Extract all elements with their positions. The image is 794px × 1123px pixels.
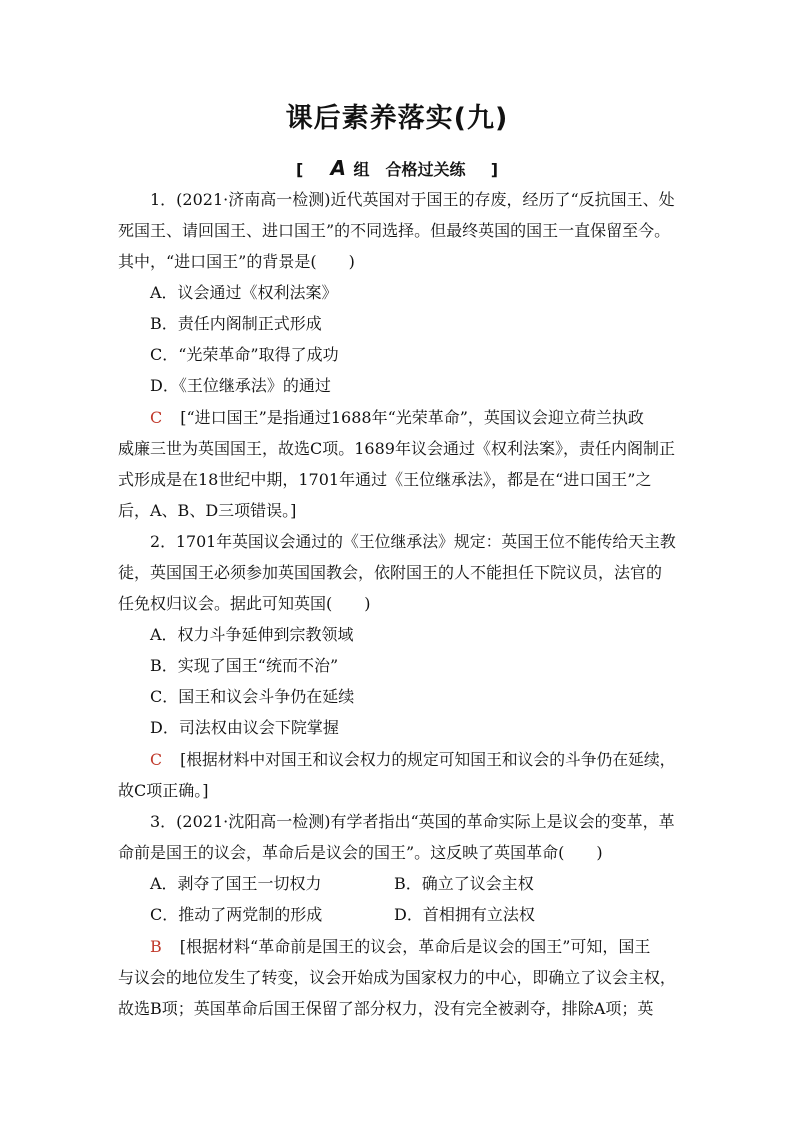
q3-stem-line: 3．(2021·沈阳高一检测)有学者指出“英国的革命实际上是议会的变革，革 — [150, 812, 675, 831]
q2-option-a: A．权力斗争延伸到宗教领域 — [150, 625, 354, 644]
q1-stem-line: 其中，“进口国王”的背景是( ) — [118, 252, 355, 271]
q3-stem-line: 命前是国王的议会，革命后是议会的国王”。这反映了英国革命( ) — [118, 843, 603, 862]
q1-analysis-text: [“进口国王”是指通过1688年“光荣革命”，英国议会迎立荷兰执政 — [180, 408, 644, 427]
q1-analysis-line: 威廉三世为英国国王，故选C项。1689年议会通过《权利法案》，责任内阁制正 — [118, 439, 675, 458]
q2-option-d: D．司法权由议会下院掌握 — [150, 718, 339, 737]
q3-option-a: A．剥夺了国王一切权力 — [150, 874, 322, 893]
q3-analysis-line — [150, 937, 650, 957]
q3-option-d: D．首相拥有立法权 — [394, 905, 535, 924]
q1-option-a: A．议会通过《权利法案》 — [150, 283, 338, 302]
q3-answer: B — [150, 937, 162, 956]
page-title: 课后素养落实(九) — [285, 103, 509, 134]
q1-answer: C — [150, 408, 163, 427]
q3-option-b: B．确立了议会主权 — [394, 874, 534, 893]
q1-analysis-line: 式形成是在18世纪中期，1701年通过《王位继承法》，都是在“进口国王”之 — [118, 470, 652, 489]
q2-analysis-line — [150, 750, 675, 770]
q1-option-d: D．《王位继承法》的通过 — [150, 376, 331, 395]
q2-option-b: B．实现了国王“统而不治” — [150, 656, 339, 675]
q3-analysis-line: 与议会的地位发生了转变，议会开始成为国家权力的中心，即确立了议会主权， — [118, 968, 676, 987]
q3-analysis-line: 故选B项；英国革命后国王保留了部分权力，没有完全被剥夺，排除A项；英 — [118, 999, 654, 1018]
q2-option-c: C．国王和议会斗争仍在延续 — [150, 687, 355, 706]
q2-stem-line: 徒，英国国王必须参加英国国教会，依附国王的人不能担任下院议员，法官的 — [118, 563, 663, 582]
q1-stem-line: 死国王、请回国王、进口国王”的不同选择。但最终英国的国王一直保留至今。 — [118, 221, 671, 240]
group-header — [0, 156, 794, 180]
q1-option-c: C．“光荣革命”取得了成功 — [150, 345, 339, 364]
q2-analysis-line: 故C项正确。] — [118, 781, 209, 800]
group-label: 组 合格过关练 — [353, 160, 466, 179]
q3-analysis-text: [根据材料“革命前是国王的议会，革命后是议会的国王”可知，国王 — [179, 937, 651, 956]
group-letter: A — [330, 156, 346, 180]
q1-analysis-line: 后，A、B、D三项错误。] — [118, 501, 297, 520]
q1-analysis-line — [150, 408, 644, 428]
q2-answer: C — [150, 750, 163, 769]
q3-option-c: C．推动了两党制的形成 — [150, 905, 323, 924]
q1-option-b: B．责任内阁制正式形成 — [150, 314, 322, 333]
q1-stem-line: 1．(2021·济南高一检测)近代英国对于国王的存废，经历了“反抗国王、处 — [150, 190, 675, 209]
q2-stem-line: 2．1701年英国议会通过的《王位继承法》规定：英国王位不能传给天主教 — [150, 532, 676, 551]
bracket-open: [ — [295, 160, 304, 179]
q2-analysis-text: [根据材料中对国王和议会权力的规定可知国王和议会的斗争仍在延续， — [180, 750, 676, 769]
bracket-close: ] — [490, 160, 498, 179]
q2-stem-line: 任免权归议会。据此可知英国( ) — [118, 594, 371, 613]
